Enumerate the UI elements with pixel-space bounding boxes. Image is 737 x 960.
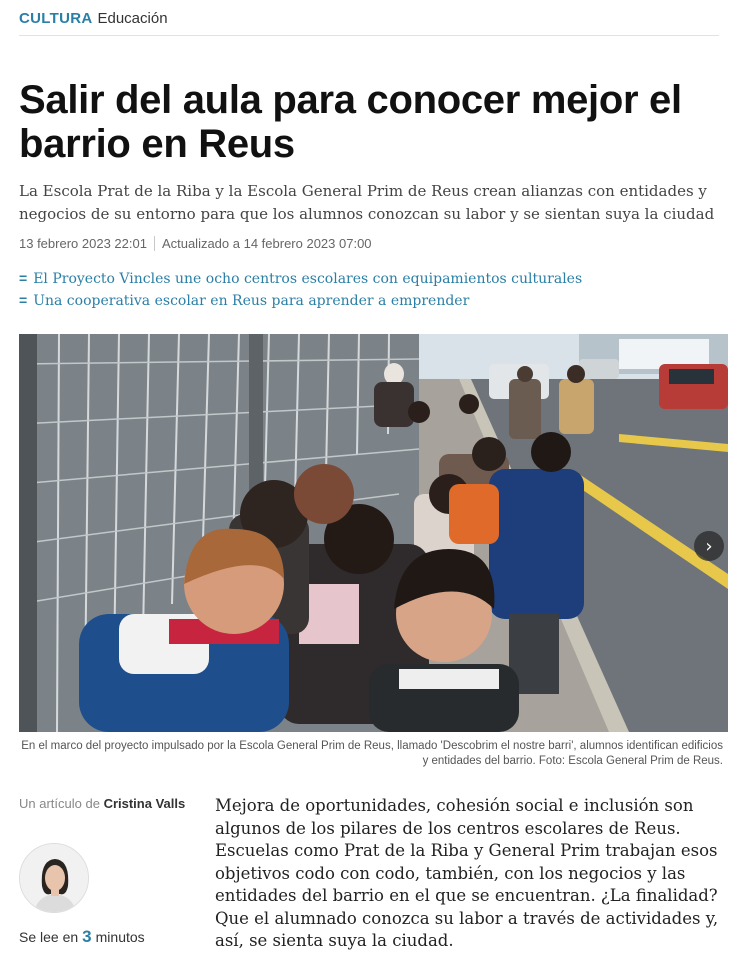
section-link-educacion[interactable]: Educación — [97, 10, 168, 27]
updated-date: Actualizado a 14 febrero 2023 07:00 — [161, 236, 372, 251]
related-marker: = — [19, 270, 28, 286]
author-name[interactable]: Cristina Valls — [103, 796, 186, 811]
published-date: 13 febrero 2023 22:01 — [19, 236, 147, 251]
author-avatar[interactable] — [19, 843, 89, 913]
read-time-minutes: 3 — [82, 927, 92, 946]
related-links — [19, 270, 719, 314]
related-link-text: Una cooperativa escolar en Reus para aprender a emprender — [33, 293, 470, 309]
article-body-paragraph: Mejora de oportunidades, cohesión social e inclusión son algunos de los pilares de los centros escolares de Reus. Escuelas como Prat de la Riba y General Prim trabajan esos objetivos codo con codo, también, con los negocios y las entidades del barrio en el que se encuentran. ¿La finalidad? Que el alumnado conozca su labor a través de actividades y, así, se sienta suya la ciudad. — [215, 796, 719, 950]
article-headline: Salir del aula para conocer mejor el barrio en Reus — [19, 78, 682, 166]
related-marker: = — [19, 292, 28, 308]
avatar-illustration — [20, 844, 89, 913]
related-link[interactable] — [19, 270, 719, 292]
article-dates — [19, 236, 372, 251]
read-time-suffix: minutos — [95, 929, 145, 945]
date-divider — [154, 236, 155, 251]
photo-caption: En el marco del proyecto impulsado por la Escola General Prim de Reus, llamado 'Descobrim el nostre barri', alumnos identifican edificios y entidades del barrio. Foto: Escola General Prim de Reus. — [21, 740, 723, 767]
byline-prefix: Un artículo de — [19, 796, 100, 811]
read-time — [19, 927, 145, 947]
chevron-right-icon: › — [705, 535, 713, 557]
article-photo[interactable] — [19, 334, 728, 732]
section-breadcrumb — [19, 10, 719, 36]
read-time-prefix: Se lee en — [19, 929, 79, 945]
photo-illustration — [19, 334, 728, 732]
article-byline — [19, 795, 189, 812]
next-photo-button[interactable] — [694, 531, 724, 561]
related-link-text: El Proyecto Vincles une ocho centros escolares con equipamientos culturales — [33, 271, 583, 287]
section-link-cultura[interactable]: CULTURA — [19, 10, 93, 27]
article-subtitle: La Escola Prat de la Riba y la Escola General Prim de Reus crean alianzas con entidades y negocios de su entorno para que los alumnos conozcan su labor y se sientan suya la ciudad — [19, 182, 715, 223]
related-link[interactable] — [19, 292, 719, 314]
